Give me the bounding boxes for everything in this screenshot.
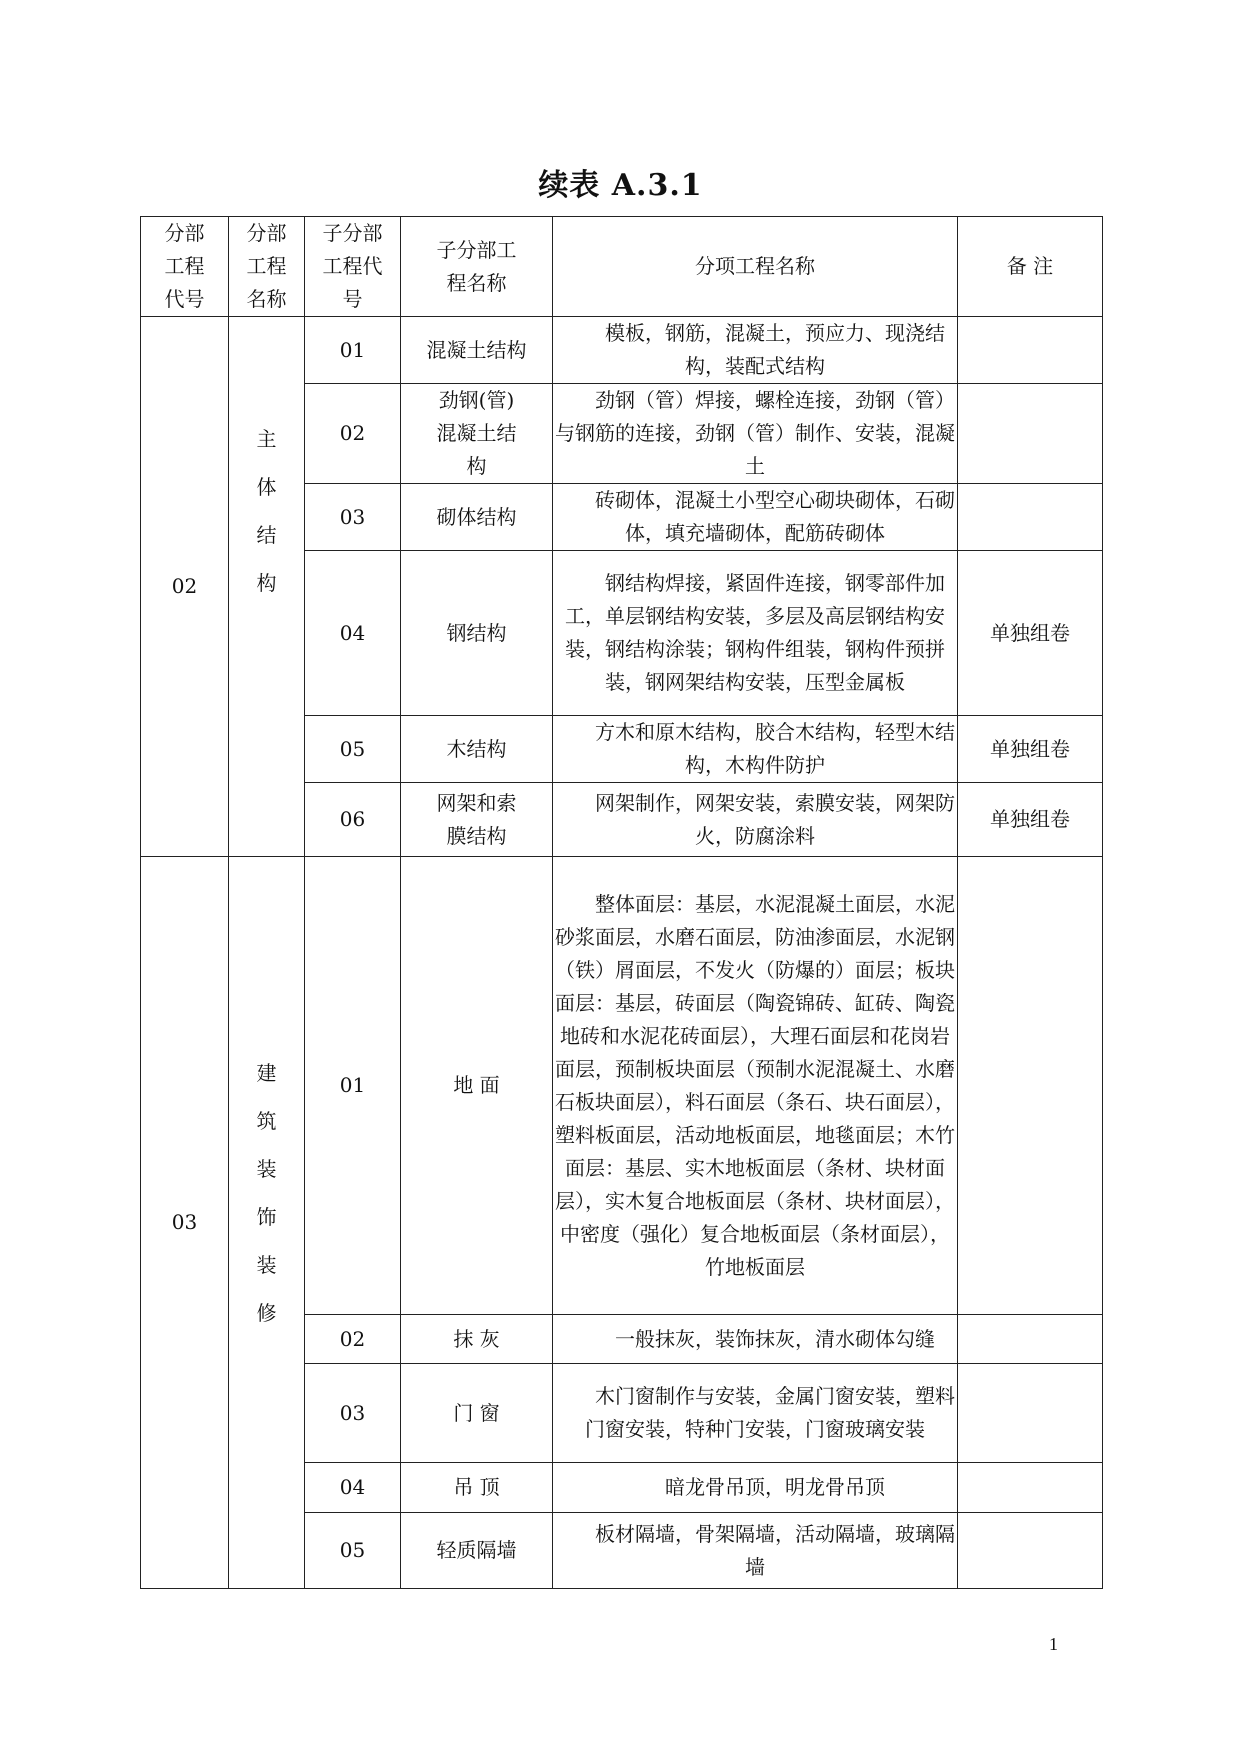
sub-name: 劲钢(管)混凝土结构 (401, 384, 553, 484)
remark (958, 317, 1103, 384)
sub-name: 吊 顶 (401, 1463, 553, 1513)
part-name: 建 筑 装 饰 装 修 (229, 857, 305, 1589)
sub-name: 钢结构 (401, 551, 553, 716)
table-title: 续表 A.3.1 (538, 168, 703, 203)
item-list: 木门窗制作与安装，金属门窗安装，塑料门窗安装，特种门安装，门窗玻璃安装 (553, 1364, 958, 1463)
remark: 单独组卷 (958, 551, 1103, 716)
remark: 单独组卷 (958, 783, 1103, 857)
sub-code: 03 (305, 1364, 401, 1463)
item-list: 方木和原木结构，胶合木结构，轻型木结构，木构件防护 (553, 716, 958, 783)
part-code: 02 (141, 317, 229, 857)
remark (958, 1364, 1103, 1463)
item-list: 一般抹灰，装饰抹灰，清水砌体勾缝 (553, 1315, 958, 1364)
sub-name: 网架和索膜结构 (401, 783, 553, 857)
sub-code: 04 (305, 1463, 401, 1513)
header-part-code: 分部工程代号 (141, 217, 229, 317)
item-list: 砖砌体，混凝土小型空心砌块砌体，石砌体，填充墙砌体，配筋砖砌体 (553, 484, 958, 551)
remark (958, 1315, 1103, 1364)
sub-name: 木结构 (401, 716, 553, 783)
item-list: 板材隔墙，骨架隔墙，活动隔墙，玻璃隔墙 (553, 1513, 958, 1589)
header-remark: 备 注 (958, 217, 1103, 317)
item-list: 暗龙骨吊顶，明龙骨吊顶 (553, 1463, 958, 1513)
sub-name: 混凝土结构 (401, 317, 553, 384)
remark (958, 1463, 1103, 1513)
part-name: 主 体 结 构 (229, 317, 305, 857)
division-table (140, 216, 1103, 1589)
header-items: 分项工程名称 (553, 217, 958, 317)
sub-code: 02 (305, 1315, 401, 1364)
header-sub-code: 子分部工程代号 (305, 217, 401, 317)
sub-code: 03 (305, 484, 401, 551)
part-code: 03 (141, 857, 229, 1589)
sub-name: 地 面 (401, 857, 553, 1315)
item-list: 钢结构焊接，紧固件连接，钢零部件加工，单层钢结构安装，多层及高层钢结构安装，钢结构涂装；钢构件组装，钢构件预拼装，钢网架结构安装，压型金属板 (553, 551, 958, 716)
table-row (141, 317, 1103, 384)
item-list: 网架制作，网架安装，索膜安装，网架防火，防腐涂料 (553, 783, 958, 857)
sub-code: 05 (305, 1513, 401, 1589)
sub-name: 抹 灰 (401, 1315, 553, 1364)
remark (958, 1513, 1103, 1589)
header-part-name: 分部工程名称 (229, 217, 305, 317)
item-list: 劲钢（管）焊接，螺栓连接，劲钢（管）与钢筋的连接，劲钢（管）制作、安装，混凝土 (553, 384, 958, 484)
page-number: 1 (1049, 1634, 1058, 1654)
item-list: 模板，钢筋，混凝土，预应力、现浇结构，装配式结构 (553, 317, 958, 384)
remark (958, 484, 1103, 551)
sub-code: 02 (305, 384, 401, 484)
sub-name: 门 窗 (401, 1364, 553, 1463)
remark: 单独组卷 (958, 716, 1103, 783)
sub-code: 06 (305, 783, 401, 857)
sub-name: 轻质隔墙 (401, 1513, 553, 1589)
remark (958, 857, 1103, 1315)
remark (958, 384, 1103, 484)
item-list: 整体面层：基层，水泥混凝土面层，水泥砂浆面层，水磨石面层，防油渗面层，水泥钢（铁）屑面层，不发火（防爆的）面层；板块面层：基层，砖面层（陶瓷锦砖、缸砖、陶瓷地砖和水泥花砖面层），大理石面层和花岗岩面层，预制板块面层（预制水泥混凝土、水磨石板块面层），料石面层（条石、块石面层），塑料板面层，活动地板面层，地毯面层；木竹面层：基层、实木地板面层（条材、块材面层），实木复合地板面层（条材、块材面层），中密度（强化）复合地板面层（条材面层），竹地板面层 (553, 857, 958, 1315)
sub-code: 01 (305, 857, 401, 1315)
sub-code: 04 (305, 551, 401, 716)
sub-name: 砌体结构 (401, 484, 553, 551)
header-row (141, 217, 1103, 317)
sub-code: 05 (305, 716, 401, 783)
table-row (141, 857, 1103, 1315)
header-sub-name: 子分部工程名称 (401, 217, 553, 317)
sub-code: 01 (305, 317, 401, 384)
